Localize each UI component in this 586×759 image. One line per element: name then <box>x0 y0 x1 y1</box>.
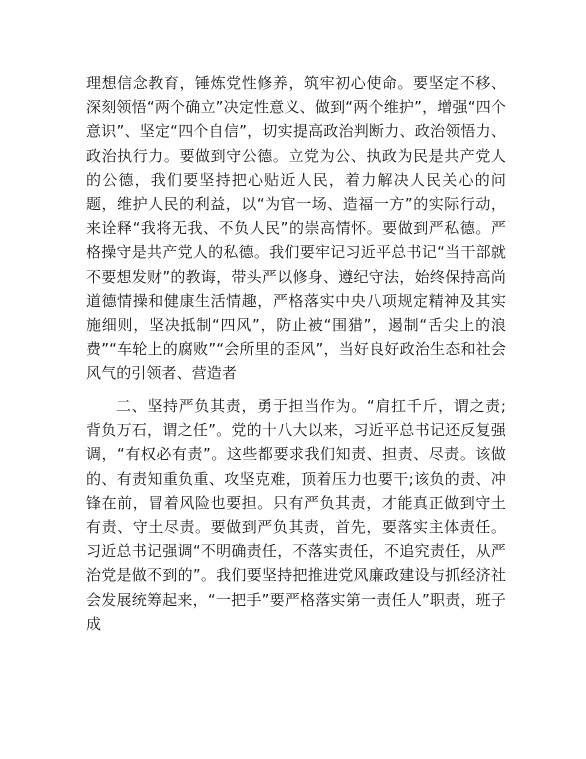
body-paragraph: 理想信念教育，锤炼党性修养，筑牢初心使命。要坚定不移、深刻领悟“两个确立”决定性意义、做到“两个维护”，增强“四个意识”、坚定“四个自信”，切实提高政治判断力、政治领悟力、政治执行力。要做到守公德。立党为公、执政为民是共产党人的公德，我们要坚持把心贴近人民，着力解决人民关心的问题，维护人民的利益，以“为官一场、造福一方”的实际行动，来诠释“我将无我、不负人民”的崇高情怀。要做到严私德。严格操守是共产党人的私德。我们要牢记习近平总书记“当干部就不要想发财”的教诲，带头严以修身、遵纪守法，始终保持高尚道德情操和健康生活情趣，严格落实中央八项规定精神及其实施细则，坚决抵制“四风”，防止被“围猎”，遏制“舌尖上的浪费”“车轮上的腐败”“会所里的歪风”，当好良好政治生态和社会风气的引领者、营造者 <box>86 74 506 383</box>
section-paragraph: 二、坚持严负其责，勇于担当作为。“肩扛千斤，谓之责;背负万石，谓之任”。党的十八大以来，习近平总书记还反复强调，“有权必有责”。这些都要求我们知责、担责、尽责。该做的、有责知重负重、攻坚克难，顶着压力也要干;该负的责、冲锋在前，冒着风险也要担。只有严负其责，才能真正做到守土有责、守土尽责。要做到严负其责，首先，要落实主体责任。习近总书记强调“不明确责任，不落实责任，不追究责任，从严治党是做不到的”。我们要坚持把推进党风廉政建设与抓经济社会发展统筹起来，“一把手”要严格落实第一责任人”职责，班子成 <box>86 397 506 633</box>
